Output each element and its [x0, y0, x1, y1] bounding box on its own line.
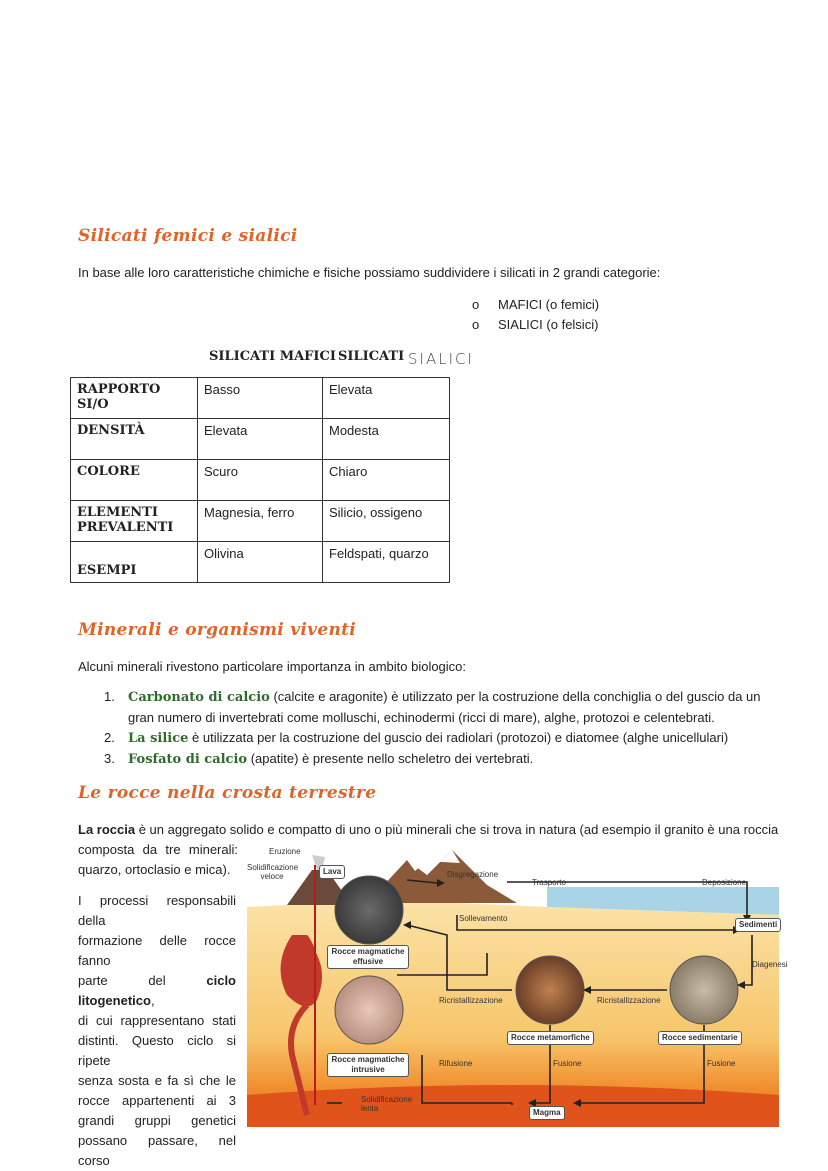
cell-mafici: Magnesia, ferro — [198, 501, 323, 542]
rock-cycle-diagram — [247, 845, 788, 1127]
label-sedimenti: Sedimenti — [735, 918, 781, 932]
cell-sialici: Modesta — [323, 419, 450, 460]
list-item: 1. Carbonato di calcio (calcite e aragonite) è utilizzato per la costruzione della conchiglia o del guscio da un gran numero di invertebrati come molluschi, echinodermi (ricci di mare), alghe, protozoi e celentebrati. — [104, 689, 761, 725]
minerali-intro: Alcuni minerali rivestono particolare importanza in ambito biologico: — [78, 659, 467, 674]
minerals-list — [78, 687, 778, 770]
rock-cycle-illustration — [247, 845, 779, 1127]
label-solidificazione-lenta: Solidificazione lenta — [361, 1095, 413, 1113]
label-eruzione: Eruzione — [269, 847, 301, 856]
label-fusione-1: Fusione — [553, 1059, 582, 1068]
cell-sialici: Feldspati, quarzo — [323, 542, 450, 583]
col-header-mafici: SILICATI MAFICI — [209, 349, 336, 364]
section-title-rocce: Le rocce nella crosta terrestre — [78, 783, 377, 803]
label-rocce-intrusive: Rocce magmatiche intrusive — [327, 1053, 409, 1077]
row-label: COLORE — [71, 460, 198, 501]
section-title-silicati: Silicati femici e sialici — [78, 226, 298, 246]
col-header-sialici: SILICATI — [338, 349, 405, 364]
label-solidificazione-veloce: Solidificazione veloce — [247, 863, 299, 881]
rocce-paragraph-2: I processi responsabili della formazione delle rocce fanno parte del ciclo litogenetico, di cui rappresentano stati distinti. Questo ciclo si ripete senza sosta e fa sì che le rocce appartenenti ai 3 grandi gruppi genetici possano passare, nel corso — [78, 893, 236, 1168]
cell-mafici: Scuro — [198, 460, 323, 501]
label-disgregazione: Disgregazione — [447, 870, 499, 879]
list-item: 2. La silice è utilizzata per la costruzione del guscio dei radiolari (protozoi) e diatomee (alghe unicellulari) — [104, 730, 729, 746]
label-rifusione: Rifusione — [439, 1059, 473, 1068]
label-sollevamento: Sollevamento — [459, 914, 508, 923]
table-row — [71, 542, 450, 583]
silicati-table — [70, 377, 450, 583]
label-lava: Lava — [319, 865, 345, 879]
cell-mafici: Basso — [198, 378, 323, 419]
table-row — [71, 378, 450, 419]
label-deposizione: Deposizione — [702, 878, 747, 887]
silicati-intro: In base alle loro caratteristiche chimiche e fisiche possiamo suddividere i silicati in 2 grandi categorie: — [78, 265, 661, 280]
table-row — [71, 460, 450, 501]
label-rocce-sedimentarie: Rocce sedimentarie — [658, 1031, 742, 1045]
label-ricristallizzazione-2: Ricristallizzazione — [597, 996, 661, 1005]
label-diagenesi: Diagenesi — [752, 960, 788, 969]
cell-sialici: Elevata — [323, 378, 450, 419]
label-rocce-metamorfiche: Rocce metamorfiche — [507, 1031, 594, 1045]
rocce-paragraph-1-line3: quarzo, ortoclasio e mica). — [78, 862, 231, 877]
label-trasporto: Trasporto — [532, 878, 566, 887]
list-item: o SIALICI (o felsici) — [472, 317, 599, 332]
row-label: DENSITÀ — [71, 419, 198, 460]
table-row — [71, 501, 450, 542]
cell-mafici: Olivina — [198, 542, 323, 583]
row-label: ELEMENTI PREVALENTI — [71, 501, 198, 542]
row-label: ESEMPI — [71, 542, 198, 583]
label-magma: Magma — [529, 1106, 565, 1120]
table-row — [71, 419, 450, 460]
row-label: RAPPORTO SI/O — [71, 378, 198, 419]
list-item: o MAFICI (o femici) — [472, 297, 600, 312]
label-rocce-effusive: Rocce magmatiche effusive — [327, 945, 409, 969]
cell-mafici: Elevata — [198, 419, 323, 460]
cell-sialici: Chiaro — [323, 460, 450, 501]
section-title-minerali: Minerali e organismi viventi — [78, 620, 357, 640]
handwritten-note: SIALICI — [408, 350, 474, 368]
list-item: 3. Fosfato di calcio (apatite) è presente nello scheletro dei vertebrati. — [104, 751, 534, 767]
label-fusione-2: Fusione — [707, 1059, 736, 1068]
label-ricristallizzazione-1: Ricristallizzazione — [439, 996, 503, 1005]
category-list — [472, 295, 599, 335]
cell-sialici: Silicio, ossigeno — [323, 501, 450, 542]
rocce-paragraph-1: La roccia è un aggregato solido e compatto di uno o più minerali che si trova in natura (ad esempio il granito è una roccia — [78, 822, 779, 837]
rocce-paragraph-1-line2: composta da tre minerali: — [78, 842, 238, 857]
